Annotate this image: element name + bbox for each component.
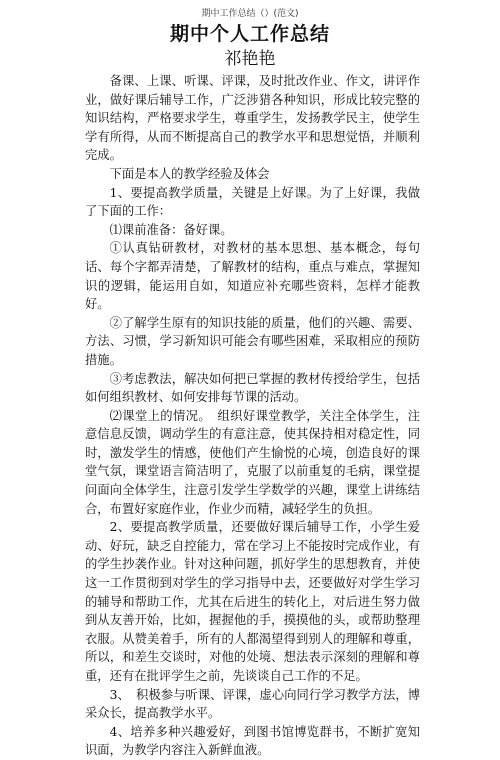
author-name: 祁艳艳 (224, 49, 276, 69)
paragraph: 下面是本人的教学经验及体会 (109, 166, 270, 181)
paragraph: ②了解学生原有的知识技能的质量，他们的兴趣、需要、方法、习惯，学习新知识可能会有哪些困难，采取相应的预防措施。 (85, 315, 420, 367)
paragraph: ③考虑教法，解决如何把已掌握的教材传授给学生，包括如何组织教材、如何安排每节课的活动。 (85, 371, 420, 405)
paragraph: 1、要提高教学质量，关键是上好课。为了上好课，我做了下面的工作： (85, 185, 420, 219)
paragraph: 3、 积极参与听课、评课，虚心向同行学习教学方法，博采众长，提高教学水平。 (85, 687, 420, 721)
paragraph: ⑵课堂上的情况。 组织好课堂教学，关注全体学生，注意信息反馈，调动学生的有意注意，使其保持相对稳定性，同时，激发学生的情感，使他们产生愉悦的心境，创造良好的课堂气氛，课堂语言简洁明了，克服了以前重复的毛病，课堂提问面向全体学生，注意引发学生学数学的兴趣，课堂上讲练结合，布置好家庭作业，作业少而精，减轻学生的负担。 (85, 408, 420, 516)
document-title: 期中个人工作总结 (169, 23, 330, 45)
page-header: 期中工作总结（）(范文) (201, 9, 299, 19)
paragraph: 2、要提高教学质量，还要做好课后辅导工作，小学生爱动、好玩，缺乏自控能力，常在学习上不能按时完成作业，有的学生抄袭作业。针对这种问题，抓好学生的思想教育，并使这一工作贯彻到对学生的学习指导中去，还要做好对学生学习的辅导和帮助工作，尤其在后进生的转化上，对后进生努力做到从友善开始，比如，握握他的手，摸摸他的头，或帮助整理衣服。从赞美着手，所有的人都渴望得到别人的理解和尊重，所以，和差生交谈时，对他的处境、想法表示深刻的理解和尊重，还有在批评学生之前，先谈谈自己工作的不足。 (85, 520, 420, 683)
paragraph: ①认真钻研教材，对教材的基本思想、基本概念，每句话、每个字都弄清楚，了解教材的结构，重点与难点，掌握知识的逻辑，能运用自如，知道应补充哪些资料，怎样才能教好。 (85, 241, 420, 312)
paragraph: 4、培养多种兴趣爱好，到图书馆博览群书，不断扩宽知识面，为教学内容注入新鲜血液。 (85, 724, 420, 758)
paragraph: 备课、上课、听课、评课，及时批改作业、作文，讲评作业，做好课后辅导工作，广泛涉猎各种知识，形成比较完整的知识结构，严格要求学生，尊重学生，发扬教学民主，使学生学有所得，从而不断提高自己的教学水平和思想觉悟，并顺利完成。 (85, 74, 420, 163)
paragraph: ⑴课前准备：备好课。 (109, 222, 233, 237)
document-body (85, 72, 420, 760)
